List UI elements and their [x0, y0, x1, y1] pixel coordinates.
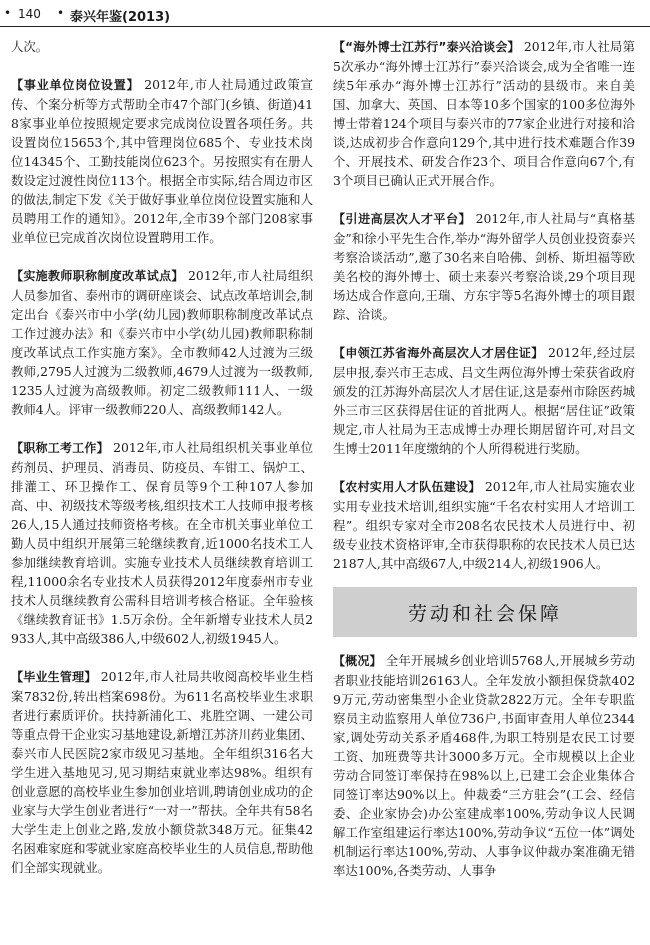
entry-overview	[333, 651, 635, 880]
entry-overseas-doctors	[333, 37, 635, 190]
entry-title-exam	[11, 438, 313, 648]
entry-title: 【引进高层次人才平台】	[333, 212, 472, 226]
entry-title: 【实施教师职称制度改革试点】	[11, 269, 184, 283]
entry-residence-permit	[333, 343, 635, 458]
paragraph	[11, 37, 313, 56]
bullet: •	[4, 6, 12, 20]
entry-title: 【“海外博士江苏行”泰兴洽谈会】	[333, 40, 520, 54]
entry-job-setup	[11, 75, 313, 247]
entry-rural-talent	[333, 477, 635, 573]
entry-title: 【职称工考工作】	[11, 441, 109, 455]
entry-title: 【农村实用人才队伍建设】	[333, 480, 481, 494]
entry-body: 2012年,市人社局通过政策宣传、个案分析等方式帮助全市47个部门(乡镇、街道)418家事业单位按照规定要求完成岗位设置各项任务。共设置岗位15653个,其中管理岗位685个、专业技术岗位14345个、工勤技能岗位623个。另按照实有在册人数设定过渡性岗位113个。根据全市实际,结合周边市区的做法,制定下发《关于做好事业单位岗位设置实施和人员聘用工作的通知》。2012年,全市39个部门208家事业单位已完成首次岗位设置聘用工作。	[11, 77, 313, 245]
bullet: •	[57, 6, 65, 20]
entry-body: 2012年,市人社局组织人员参加省、泰州市的调研座谈会、试点改革培训会,制定出台《泰兴市中小学(幼儿园)教师职称制度改革试点工作过渡办法》和《泰兴市中小学(幼儿园)教师职称制度改革试点工作实施方案》。全市教师42人过渡为三级教师,2795人过渡为二级教师,4679人过渡为一级教师,1235人过渡为高级教师。初定二级教师111人、一级教师4人。评审一级教师220人、高级教师142人。	[11, 268, 313, 417]
entry-body: 2012年,市人社局与“真格基金”和徐小平先生合作,举办“海外留学人员创业投资泰兴考察洽谈活动”,邀了30名来自哈佛、剑桥、斯坦福等欧美名校的海外博士、硕士来泰兴考察洽谈,29个项目现场达成合作意向,王瑞、方东宇等5名海外博士的项目跟踪、洽谈。	[333, 211, 635, 322]
entry-body: 2012年,市人社局第5次承办“海外博士江苏行”泰兴洽谈会,成为全省唯一连续5年承办“海外博士江苏行”活动的县级市。来自美国、加拿大、英国、日本等10多个国家的100多位海外博士带着124个项目与泰兴市的77家企业进行对接和洽谈,达成初步合作意向129个,其中进行技术难题合作39个、开展技术、研发合作23个、项目合作意向67个,有3个项目已确认正式开展合作。	[333, 39, 635, 188]
entry-body: 2012年,市人社局共收阅高校毕业生档案7832份,转出档案698份。为611名高校毕业生求职者进行素质评价。扶持新浦化工、兆胜空调、一建公司等重点骨干企业实习基地建设,新增江苏济川药业集团、泰兴市人民医院2家市级见习基地。全年组织316名大学生进入基地见习,见习期结束就业率达98%。组织有创业意愿的高校毕业生参加创业培训,聘请创业成功的企业家与大学生创业者进行“一对一”帮扶。全年共有58名大学生走上创业之路,发放小额贷款348万元。征集42名困难家庭和零就业家庭高校毕业生的人员信息,帮助他们全部实现就业。	[11, 669, 313, 875]
entry-body: 2012年,经过层层申报,泰兴市王志成、吕文生两位海外博士荣获省政府颁发的江苏海外高层次人才居住证,这是泰州市除医药城外三市三区获得居住证的首批两人。根据“居住证”政策规定,市人社局为王志成博士办理长期居留许可,对吕文生博士2011年度缴纳的个人所得税进行奖励。	[333, 345, 635, 456]
page-header	[0, 0, 650, 30]
header-rule	[0, 26, 650, 27]
section-title: 劳动和社会保障	[407, 602, 562, 625]
book-title: 泰兴年鉴(2013)	[70, 10, 171, 25]
entry-graduate-management	[11, 667, 313, 877]
page-number: 140	[18, 7, 41, 21]
entry-talent-platform	[333, 209, 635, 324]
entry-body: 全年开展城乡创业培训5768人,开展城乡劳动者职业技能培训26163人。全年发放小额担保贷款4029万元,劳动密集型小企业贷款2822万元。全年专职监察员主动监察用人单位736户,书面审查用人单位2344家,调处劳动关系矛盾468件,为职工特别是农民工讨要工资、加班费等共计3000多万元。全市规模以上企业劳动合同签订率保持在98%以上,已建工会企业集体合同签订率达90%以上。仲裁委“三方驻会”(工会、经信委、企业家协会)办公室建成率100%,劳动争议人民调解工作室组建运行率达100%,劳动争议“五位一体”调处机制运行率达100%,劳动、人事争议仲裁办案准确无错率达100%,各类劳动、人事争	[333, 653, 635, 878]
section-banner	[333, 587, 637, 637]
right-column	[333, 37, 635, 880]
paragraph-text: 人次。	[11, 39, 49, 54]
entry-title: 【事业单位岗位设置】	[11, 78, 140, 92]
entry-title: 【毕业生管理】	[11, 670, 97, 684]
entry-title: 【概况】	[333, 654, 382, 668]
entry-teacher-title-reform	[11, 266, 313, 419]
entry-body: 2012年,市人社局组织机关事业单位药剂员、护理员、消毒员、防疫员、车钳工、锅炉工、排灌工、环卫操作工、保育员等9个工种107人参加高、中、初级技术等级考核,组织技术工人技师申报考核26人,15人通过技师资格考核。在全市机关事业单位工勤人员中组织开展第三轮继续教育,近1000名技术工人参加继续教育培训。实施专业技术人员继续教育培训工程,11000余名专业技术人员获得2012年度泰州市专业技术人员继续教育公需科目培训考核合格证。全年验核《继续教育证书》1.5万余份。全年新增专业技术人员2933人,其中高级386人,中级602人,初级1945人。	[11, 440, 313, 646]
entry-body: 2012年,市人社局实施农业实用专业技术培训,组织实施“千名农村实用人才培训工程”。组织专家对全市208名农民技术人员进行中、初级专业技术资格评审,全市获得职称的农民技术人员已达2187人,其中高级67人,中级214人,初级1906人。	[333, 479, 635, 571]
entry-title: 【申领江苏省海外高层次人才居住证】	[333, 346, 544, 360]
left-column	[11, 37, 313, 877]
